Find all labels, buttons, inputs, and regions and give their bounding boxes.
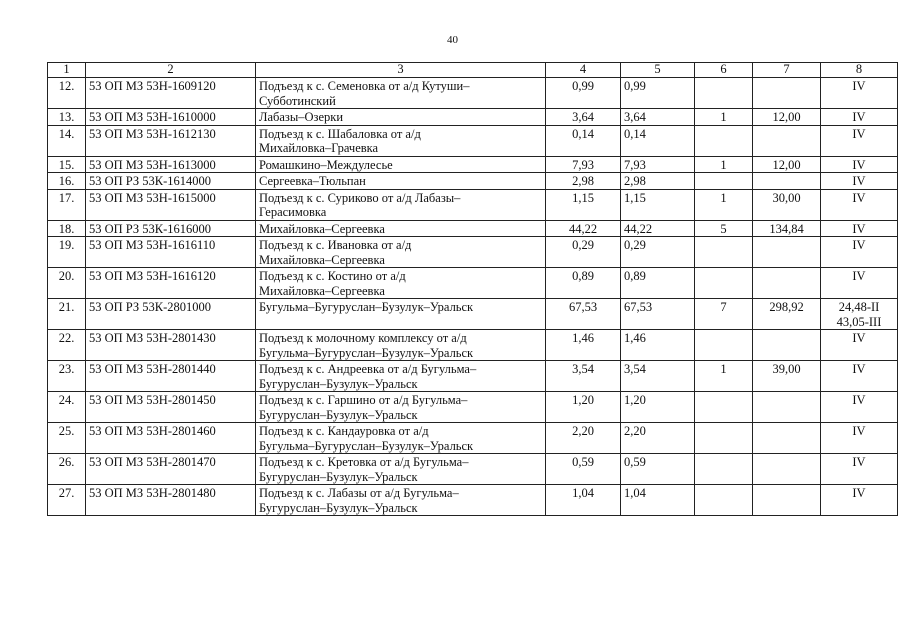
road-length: 1,15 [546,189,621,220]
road-category [821,125,898,156]
structure-count: 5 [695,220,753,237]
roads-table [47,62,898,516]
table-row [48,361,898,392]
structure-count [695,78,753,109]
road-length: 0,14 [546,125,621,156]
road-name [256,125,546,156]
road-name [256,156,546,173]
row-number: 17. [48,189,86,220]
row-number: 19. [48,237,86,268]
road-name-line: Подъезд к с. Гаршино от а/д Бугульма– [259,393,468,407]
road-name-line: Лабазы–Озерки [259,110,344,124]
road-category [821,109,898,126]
road-name [256,392,546,423]
structure-count: 1 [695,156,753,173]
road-name-line: Подъезд к с. Костино от а/д [259,269,406,283]
road-name-line: Сергеевка–Тюльпан [259,174,366,188]
road-category [821,361,898,392]
road-name-line: Герасимовка [259,205,327,219]
road-category-line: IV [852,238,866,252]
road-length-2: 3,64 [621,109,695,126]
structure-count [695,392,753,423]
road-name-line: Подъезд к с. Суриково от а/д Лабазы– [259,190,461,205]
structure-length [753,268,821,299]
row-number: 23. [48,361,86,392]
road-category-line: IV [852,362,866,376]
road-length: 0,99 [546,78,621,109]
road-category [821,268,898,299]
road-length-2: 7,93 [621,156,695,173]
table-row [48,173,898,190]
structure-length: 12,00 [753,156,821,173]
road-length: 44,22 [546,220,621,237]
row-number: 27. [48,485,86,516]
structure-length [753,423,821,454]
road-name-line: Ромашкино–Междулесье [259,157,393,172]
row-number: 20. [48,268,86,299]
structure-count [695,485,753,516]
road-category-line: IV [852,393,866,407]
road-category-line: IV [852,221,866,236]
road-category [821,423,898,454]
road-length-2: 1,04 [621,485,695,516]
row-number: 25. [48,423,86,454]
road-name [256,109,546,126]
road-length: 67,53 [546,299,621,330]
table-row [48,268,898,299]
road-category-line: IV [852,157,866,172]
structure-count [695,423,753,454]
road-category-line: IV [852,269,866,283]
table-row [48,330,898,361]
road-name-line: Подъезд к с. Шабаловка от а/д [259,126,421,141]
road-name-line: Михайловка–Сергеевка [259,283,385,298]
road-category [821,299,898,330]
road-category [821,156,898,173]
structure-length [753,454,821,485]
road-name [256,220,546,237]
road-length: 0,59 [546,454,621,485]
structure-count: 1 [695,361,753,392]
road-length-2: 0,29 [621,237,695,268]
structure-length: 39,00 [753,361,821,392]
structure-length [753,78,821,109]
road-category [821,220,898,237]
road-name [256,361,546,392]
road-category-line: IV [852,486,866,500]
column-header: 4 [546,63,621,78]
row-number: 24. [48,392,86,423]
road-name-line: Подъезд к с. Андреевка от а/д Бугульма– [259,362,477,376]
road-category [821,173,898,190]
road-name [256,78,546,109]
road-name-line: Подъезд к с. Кандауровка от а/д [259,424,429,438]
road-length-2: 3,54 [621,361,695,392]
structure-count [695,173,753,190]
road-code: 53 ОП МЗ 53Н-1616110 [86,237,256,268]
road-code: 53 ОП МЗ 53Н-1615000 [86,189,256,220]
road-length-2: 0,99 [621,78,695,109]
table-row [48,109,898,126]
row-number: 16. [48,173,86,190]
road-category [821,237,898,268]
road-name-line: Бугульма–Бугуруслан–Бузулук–Уральск [259,345,474,360]
page-number: 40 [447,34,458,46]
road-name-line: Михайловка–Сергеевка [259,252,385,267]
road-name-line: Подъезд к с. Семеновка от а/д Кутуши– [259,79,470,93]
road-category-line: IV [852,79,866,93]
table-row [48,220,898,237]
road-length: 2,20 [546,423,621,454]
road-code: 53 ОП МЗ 53Н-1609120 [86,78,256,109]
structure-length [753,173,821,190]
road-name-line: Бугульма–Бугуруслан–Бузулук–Уральск [259,300,474,314]
road-length-2: 67,53 [621,299,695,330]
road-name-line: Подъезд к с. Кретовка от а/д Бугульма– [259,455,469,469]
road-name-line: Бугуруслан–Бузулук–Уральск [259,469,418,484]
road-category-line: IV [852,110,866,124]
road-length: 2,98 [546,173,621,190]
road-code: 53 ОП МЗ 53Н-1612130 [86,125,256,156]
road-category-line: 43,05-III [836,314,882,329]
road-name [256,173,546,190]
road-category [821,485,898,516]
road-name [256,423,546,454]
structure-count: 7 [695,299,753,330]
road-code: 53 ОП МЗ 53Н-1613000 [86,156,256,173]
table-row [48,299,898,330]
road-length: 3,64 [546,109,621,126]
road-name-line: Подъезд к с. Ивановка от а/д [259,238,412,252]
structure-count [695,125,753,156]
structure-count [695,268,753,299]
road-category-line: IV [852,455,866,469]
column-header: 2 [86,63,256,78]
road-category-line: IV [852,126,866,141]
road-category [821,454,898,485]
road-length-2: 0,14 [621,125,695,156]
road-code: 53 ОП РЗ 53К-1616000 [86,220,256,237]
road-length-2: 0,59 [621,454,695,485]
row-number: 13. [48,109,86,126]
column-header: 8 [821,63,898,78]
road-name-line: Подъезд к молочному комплексу от а/д [259,331,467,345]
road-length: 0,29 [546,237,621,268]
row-number: 26. [48,454,86,485]
road-name [256,330,546,361]
road-name [256,268,546,299]
road-name [256,237,546,268]
road-name [256,485,546,516]
column-header: 1 [48,63,86,78]
structure-length: 12,00 [753,109,821,126]
table-row [48,392,898,423]
road-length-2: 2,98 [621,173,695,190]
structure-count [695,237,753,268]
road-code: 53 ОП МЗ 53Н-2801460 [86,423,256,454]
road-name-line: Бугуруслан–Бузулук–Уральск [259,407,418,422]
structure-length: 30,00 [753,189,821,220]
column-header: 3 [256,63,546,78]
road-length: 1,20 [546,392,621,423]
road-category-line: IV [852,174,866,188]
road-category-line: 24,48-II [838,300,880,314]
structure-length: 134,84 [753,220,821,237]
row-number: 18. [48,220,86,237]
road-name [256,454,546,485]
structure-length [753,125,821,156]
road-length-2: 44,22 [621,220,695,237]
road-category [821,392,898,423]
row-number: 21. [48,299,86,330]
column-header: 7 [753,63,821,78]
road-code: 53 ОП МЗ 53Н-2801440 [86,361,256,392]
road-length: 0,89 [546,268,621,299]
road-code: 53 ОП МЗ 53Н-2801470 [86,454,256,485]
road-code: 53 ОП МЗ 53Н-1610000 [86,109,256,126]
road-name-line: Бугульма–Бугуруслан–Бузулук–Уральск [259,438,474,453]
road-name [256,189,546,220]
column-header: 5 [621,63,695,78]
road-length: 1,46 [546,330,621,361]
row-number: 12. [48,78,86,109]
road-name-line: Подъезд к с. Лабазы от а/д Бугульма– [259,486,459,500]
road-code: 53 ОП МЗ 53Н-2801480 [86,485,256,516]
road-name-line: Бугуруслан–Бузулук–Уральск [259,376,418,391]
table-row [48,78,898,109]
road-code: 53 ОП МЗ 53Н-1616120 [86,268,256,299]
structure-length [753,330,821,361]
row-number: 22. [48,330,86,361]
road-length-2: 1,20 [621,392,695,423]
structure-length: 298,92 [753,299,821,330]
table-row [48,485,898,516]
table-row [48,156,898,173]
structure-length [753,237,821,268]
road-category [821,330,898,361]
road-name-line: Михайловка–Грачевка [259,141,379,155]
column-header: 6 [695,63,753,78]
road-length: 1,04 [546,485,621,516]
table-row [48,189,898,220]
row-number: 14. [48,125,86,156]
road-category-line: IV [852,331,866,345]
structure-length [753,392,821,423]
structure-count: 1 [695,189,753,220]
road-length-2: 2,20 [621,423,695,454]
road-length-2: 1,46 [621,330,695,361]
road-category-line: IV [852,424,866,438]
table-row [48,454,898,485]
road-length-2: 0,89 [621,268,695,299]
structure-count [695,454,753,485]
road-name [256,299,546,330]
road-length: 7,93 [546,156,621,173]
road-length-2: 1,15 [621,189,695,220]
road-name-line: Михайловка–Сергеевка [259,221,385,236]
table-row [48,237,898,268]
road-code: 53 ОП МЗ 53Н-2801430 [86,330,256,361]
road-code: 53 ОП РЗ 53К-1614000 [86,173,256,190]
structure-count [695,330,753,361]
road-code: 53 ОП РЗ 53К-2801000 [86,299,256,330]
road-category [821,189,898,220]
road-category-line: IV [852,190,866,205]
structure-length [753,485,821,516]
road-category [821,78,898,109]
structure-count: 1 [695,109,753,126]
row-number: 15. [48,156,86,173]
table-row [48,423,898,454]
road-name-line: Бугуруслан–Бузулук–Уральск [259,500,418,515]
road-length: 3,54 [546,361,621,392]
road-name-line: Субботинский [259,93,336,108]
road-code: 53 ОП МЗ 53Н-2801450 [86,392,256,423]
table-header-row [48,63,898,78]
table-row [48,125,898,156]
